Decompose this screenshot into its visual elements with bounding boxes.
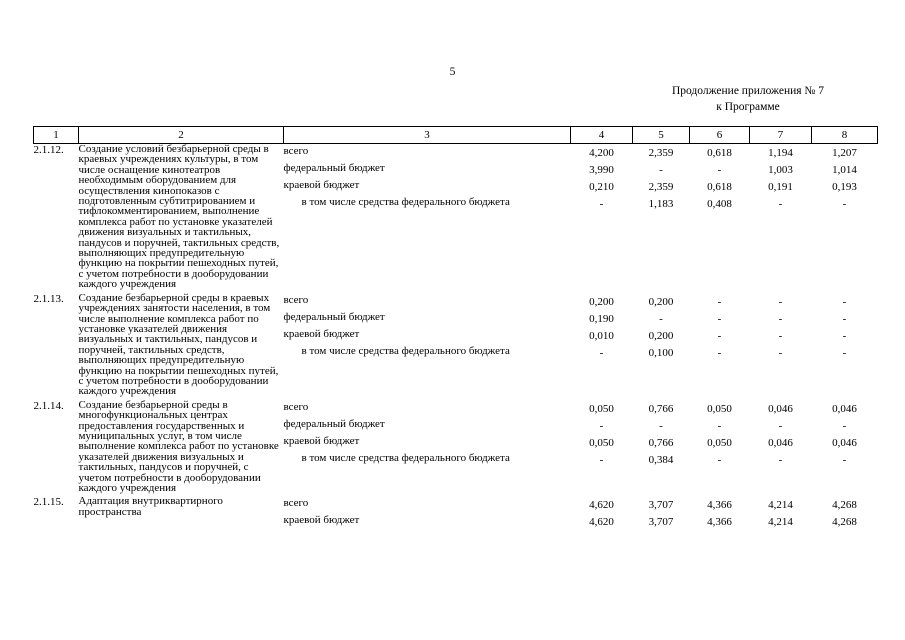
funding-source-label: федеральный бюджет bbox=[283, 162, 385, 174]
row-number: 2.1.13. bbox=[33, 292, 64, 305]
value-column-6 bbox=[690, 400, 750, 497]
value-cell: - bbox=[659, 164, 663, 176]
continuation-line-1: Продолжение приложения № 7 bbox=[671, 85, 825, 97]
value-column-5 bbox=[633, 293, 690, 400]
funding-source-label: всего bbox=[283, 497, 309, 510]
value-cell: 0,191 bbox=[768, 181, 793, 193]
value-cell: 3,990 bbox=[589, 164, 614, 176]
table-row bbox=[34, 293, 878, 400]
value-column-6 bbox=[690, 496, 750, 535]
funding-source-list bbox=[284, 144, 571, 293]
value-cell: - bbox=[842, 419, 847, 432]
funding-source-label: краевой бюджет bbox=[283, 327, 360, 340]
value-cell: 4,620 bbox=[589, 499, 614, 512]
value-cell: - bbox=[842, 295, 847, 308]
value-cell: - bbox=[599, 453, 604, 466]
value-cell: 1,003 bbox=[768, 164, 793, 176]
value-cell: - bbox=[778, 329, 783, 342]
value-cell: - bbox=[842, 329, 847, 342]
value-cell: - bbox=[842, 198, 847, 210]
table-row bbox=[34, 400, 878, 497]
value-cell: 0,046 bbox=[768, 402, 793, 415]
value-cell: 0,010 bbox=[589, 329, 614, 342]
value-column-8 bbox=[812, 400, 878, 497]
funding-source-label: в том числе средства федерального бюджета bbox=[301, 196, 510, 208]
value-column-4 bbox=[571, 293, 633, 400]
table-row bbox=[34, 496, 878, 535]
value-column-6 bbox=[690, 144, 750, 293]
value-cell: 4,214 bbox=[768, 516, 793, 529]
value-cell: - bbox=[842, 346, 847, 359]
row-number: 2.1.15. bbox=[33, 496, 64, 509]
funding-source-label: всего bbox=[283, 145, 309, 157]
value-cell: 0,200 bbox=[589, 295, 614, 308]
value-cell: - bbox=[717, 329, 722, 342]
column-header-6: 6 bbox=[690, 127, 750, 144]
column-header-4: 4 bbox=[571, 127, 633, 144]
value-cell: - bbox=[778, 295, 783, 308]
funding-source-label: в том числе средства федерального бюджета bbox=[301, 451, 510, 464]
value-cell: 1,014 bbox=[832, 164, 857, 176]
value-cell: 0,618 bbox=[707, 181, 732, 193]
value-column-5 bbox=[633, 400, 690, 497]
value-cell: 4,620 bbox=[589, 516, 614, 529]
value-column-7 bbox=[750, 144, 812, 293]
value-cell: 0,408 bbox=[707, 198, 732, 210]
column-header-5: 5 bbox=[633, 127, 690, 144]
value-cell: - bbox=[842, 453, 847, 466]
value-cell: 0,050 bbox=[589, 402, 614, 415]
value-cell: - bbox=[717, 346, 722, 359]
funding-source-label: краевой бюджет bbox=[283, 514, 360, 527]
value-cell: 0,766 bbox=[648, 402, 674, 415]
funding-source-label: в том числе средства федерального бюджета bbox=[301, 344, 510, 357]
value-column-7 bbox=[750, 496, 812, 535]
table-row bbox=[34, 144, 878, 293]
value-cell: 0,200 bbox=[648, 295, 674, 308]
value-cell: 4,214 bbox=[768, 499, 793, 512]
measure-name: Создание условий безбарьерной среды в краевых учреждениях культуры, в том числе оснащение кинотеатров необходимым оборудованием для осуществления кинопоказов с подготовленным субтитрированием и тифлокомментированием, выполнение комплекса работ по установке указателей движения визуальных и тактильных, пандусов и поручней, тактильных средств, выполняющих предупредительную функцию на покрытии пешеходных путей, с учетом потребности в дооборудовании каждого учреждения bbox=[78, 143, 280, 291]
value-column-4 bbox=[571, 400, 633, 497]
funding-source-label: федеральный бюджет bbox=[283, 417, 385, 430]
funding-source-list bbox=[284, 496, 571, 535]
page-number: 5 bbox=[449, 66, 456, 78]
value-column-8 bbox=[812, 293, 878, 400]
value-column-7 bbox=[750, 400, 812, 497]
continuation-header bbox=[648, 83, 848, 115]
value-cell: - bbox=[599, 419, 604, 432]
value-cell: 0,190 bbox=[589, 312, 614, 325]
value-cell: 0,193 bbox=[832, 181, 857, 193]
value-column-4 bbox=[571, 144, 633, 293]
value-cell: - bbox=[659, 312, 663, 325]
value-cell: 0,050 bbox=[707, 402, 732, 415]
value-cell: 0,046 bbox=[832, 402, 857, 415]
value-cell: - bbox=[778, 346, 783, 359]
value-cell: 4,268 bbox=[832, 499, 857, 512]
value-cell: 4,268 bbox=[832, 516, 857, 529]
value-cell: 0,050 bbox=[707, 436, 732, 449]
value-cell: 1,194 bbox=[768, 147, 793, 159]
column-header-3: 3 bbox=[284, 127, 571, 144]
column-header-8: 8 bbox=[812, 127, 878, 144]
measure-name: Создание безбарьерной среды в краевых учреждениях занятости населения, в том числе выполнение комплекса работ по установке указателей движения визуальных и тактильных, пандусов и поручней, тактильных средств, выполняющих предупредительную функцию на покрытии пешеходных путей, с учетом потребности в дооборудовании каждого учреждения bbox=[78, 291, 279, 398]
measure-name: Адаптация внутриквартирного пространства bbox=[78, 495, 223, 518]
funding-source-list bbox=[284, 293, 571, 400]
value-cell: - bbox=[717, 453, 722, 466]
value-cell: - bbox=[717, 419, 722, 432]
value-cell: - bbox=[842, 312, 847, 325]
value-cell: - bbox=[717, 295, 722, 308]
column-header-7: 7 bbox=[750, 127, 812, 144]
funding-source-label: федеральный бюджет bbox=[283, 310, 385, 323]
value-cell: 3,707 bbox=[648, 516, 674, 529]
measure-name: Создание безбарьерной среды в многофункциональных центрах предоставления государственных и муниципальных услуг, в том числе выполнение комплекса работ по установке указателей движения визуальных и тактильных, пандусов и поручней, с учетом потребности в дооборудовании каждого учреждения bbox=[78, 398, 279, 494]
funding-source-label: краевой бюджет bbox=[283, 179, 360, 191]
value-cell: - bbox=[717, 164, 722, 176]
value-cell: 3,707 bbox=[648, 499, 674, 512]
value-cell: - bbox=[778, 198, 783, 210]
value-cell: - bbox=[778, 312, 783, 325]
value-cell: 2,359 bbox=[648, 181, 674, 193]
row-number: 2.1.12. bbox=[33, 144, 64, 156]
funding-source-label: всего bbox=[283, 293, 309, 306]
value-cell: 4,366 bbox=[707, 499, 732, 512]
column-header-1: 1 bbox=[34, 127, 79, 144]
value-column-6 bbox=[690, 293, 750, 400]
value-cell: - bbox=[599, 346, 604, 359]
value-cell: 0,046 bbox=[832, 436, 857, 449]
program-table bbox=[33, 126, 878, 535]
value-cell: - bbox=[717, 312, 722, 325]
value-cell: 0,766 bbox=[648, 436, 674, 449]
value-column-5 bbox=[633, 496, 690, 535]
value-cell: 0,210 bbox=[589, 181, 614, 193]
value-cell: 0,200 bbox=[648, 329, 674, 342]
value-column-7 bbox=[750, 293, 812, 400]
value-cell: 1,183 bbox=[648, 198, 674, 210]
value-cell: 0,050 bbox=[589, 436, 614, 449]
value-cell: 4,366 bbox=[707, 516, 732, 529]
value-cell: 0,100 bbox=[648, 346, 674, 359]
row-number: 2.1.14. bbox=[33, 399, 64, 412]
value-column-5 bbox=[633, 144, 690, 293]
value-cell: 1,207 bbox=[832, 147, 857, 159]
column-number-row bbox=[34, 127, 878, 144]
value-cell: - bbox=[659, 419, 663, 432]
value-column-8 bbox=[812, 144, 878, 293]
value-cell: 0,618 bbox=[707, 147, 732, 159]
value-cell: - bbox=[778, 419, 783, 432]
value-cell: - bbox=[778, 453, 783, 466]
table-body bbox=[34, 144, 878, 536]
value-column-4 bbox=[571, 496, 633, 535]
funding-source-label: краевой бюджет bbox=[283, 434, 360, 447]
continuation-line-2: к Программе bbox=[716, 101, 780, 113]
value-column-8 bbox=[812, 496, 878, 535]
value-cell: - bbox=[599, 198, 604, 210]
value-cell: 0,384 bbox=[648, 453, 674, 466]
column-header-2: 2 bbox=[79, 127, 284, 144]
funding-source-label: всего bbox=[283, 400, 309, 413]
value-cell: 4,200 bbox=[589, 147, 614, 159]
value-cell: 2,359 bbox=[648, 147, 674, 159]
value-cell: 0,046 bbox=[768, 436, 793, 449]
funding-source-list bbox=[284, 400, 571, 497]
